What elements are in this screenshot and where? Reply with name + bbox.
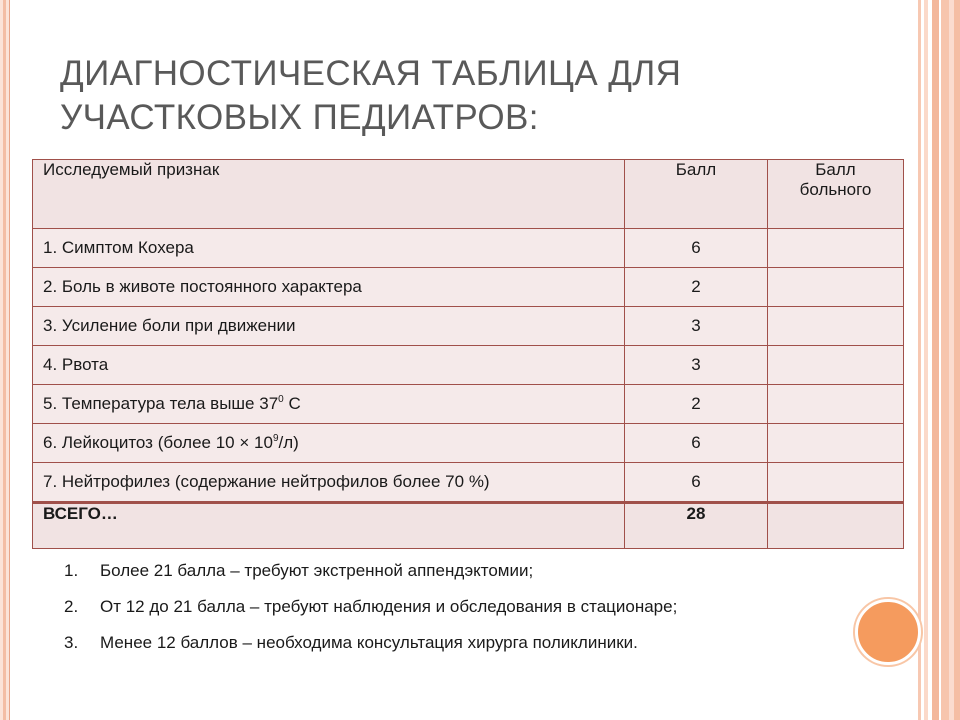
row-label-text: 6. Лейкоцитоз (более 10 × 10 bbox=[43, 433, 273, 452]
note-text: От 12 до 21 балла – требуют наблюдения и обследования в стационаре; bbox=[100, 597, 678, 616]
row-score: 3 bbox=[625, 346, 768, 385]
list-item bbox=[64, 625, 677, 661]
header-patient-score: Балл больного bbox=[768, 160, 904, 229]
note-number: 3. bbox=[64, 633, 79, 652]
row-score: 6 bbox=[625, 229, 768, 268]
row-label-text: 5. Температура тела выше 37 bbox=[43, 394, 279, 413]
row-label bbox=[33, 385, 625, 424]
table-total-row bbox=[33, 503, 904, 549]
list-item bbox=[64, 553, 677, 589]
row-label: 2. Боль в животе постоянного характера bbox=[33, 268, 625, 307]
row-score: 3 bbox=[625, 307, 768, 346]
degree-superscript: 0 bbox=[278, 394, 284, 405]
row-patient-score bbox=[768, 385, 904, 424]
note-text: Более 21 балла – требуют экстренной аппендэктомии; bbox=[100, 561, 534, 580]
table-row bbox=[33, 346, 904, 385]
table-row bbox=[33, 229, 904, 268]
table-row bbox=[33, 307, 904, 346]
row-score: 2 bbox=[625, 268, 768, 307]
table-row bbox=[33, 385, 904, 424]
row-patient-score bbox=[768, 424, 904, 463]
table-row bbox=[33, 424, 904, 463]
exponent-superscript: 9 bbox=[272, 433, 279, 444]
row-label bbox=[33, 424, 625, 463]
table-row bbox=[33, 463, 904, 503]
slide-title-line-1: ДИАГНОСТИЧЕСКАЯ ТАБЛИЦА ДЛЯ bbox=[60, 54, 682, 93]
note-number: 2. bbox=[64, 597, 79, 616]
row-label: 4. Рвота bbox=[33, 346, 625, 385]
note-number: 1. bbox=[64, 561, 79, 580]
total-score: 28 bbox=[625, 503, 768, 549]
note-text: Менее 12 баллов – необходима консультация хирурга поликлиники. bbox=[100, 633, 638, 652]
decorative-orange-circle bbox=[855, 599, 921, 665]
row-label: 3. Усиление боли при движении bbox=[33, 307, 625, 346]
slide-title-line-2: УЧАСТКОВЫХ ПЕДИАТРОВ: bbox=[60, 98, 539, 137]
list-item bbox=[64, 589, 677, 625]
diagnostic-table bbox=[32, 159, 904, 549]
row-patient-score bbox=[768, 229, 904, 268]
row-label: 7. Нейтрофилез (содержание нейтрофилов более 70 %) bbox=[33, 463, 625, 503]
right-decorative-stripes bbox=[916, 0, 960, 720]
row-label-unit: С bbox=[283, 394, 301, 413]
row-patient-score bbox=[768, 346, 904, 385]
left-decorative-border bbox=[0, 0, 10, 720]
row-score: 2 bbox=[625, 385, 768, 424]
table-header-row bbox=[33, 160, 904, 229]
row-patient-score bbox=[768, 268, 904, 307]
row-patient-score bbox=[768, 307, 904, 346]
slide-title bbox=[60, 52, 880, 140]
row-label-unit: /л) bbox=[278, 433, 299, 452]
total-label: ВСЕГО… bbox=[33, 503, 625, 549]
row-score: 6 bbox=[625, 424, 768, 463]
table-row bbox=[33, 268, 904, 307]
row-patient-score bbox=[768, 463, 904, 503]
header-feature: Исследуемый признак bbox=[33, 160, 625, 229]
total-patient-score bbox=[768, 503, 904, 549]
scoring-notes-list bbox=[64, 553, 677, 661]
header-score: Балл bbox=[625, 160, 768, 229]
row-label: 1. Симптом Кохера bbox=[33, 229, 625, 268]
row-score: 6 bbox=[625, 463, 768, 503]
